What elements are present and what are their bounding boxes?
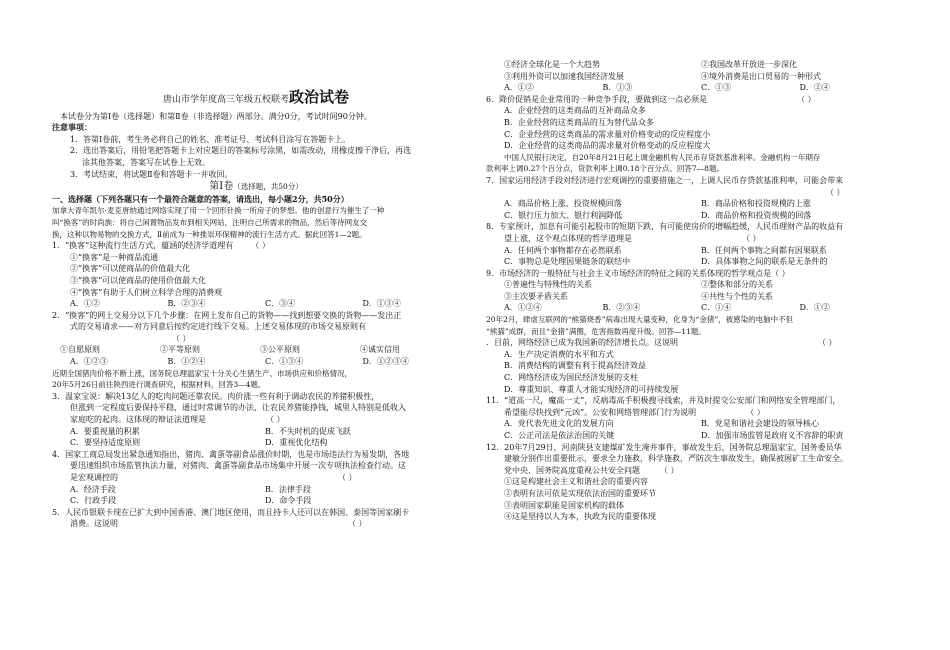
option-a: A．党代表先进文化的发展方向 [504,419,614,429]
material-line: 20年2月，肆虐互联网的“熊猫烧香”病毒出现大量变种，化身为“金猪”，被感染的电脑中不但 [486,315,794,325]
q1-item: ②“换客”可以使商品的价值最大化 [70,264,191,274]
option-b: B．①②④ [167,357,206,367]
q3-options [52,437,460,449]
answer-paren: （ ） [348,519,367,529]
left-column [52,86,460,530]
q10-stem [486,337,898,349]
option-c: C．网络经济成为国民经济发展的支柱 [504,373,639,383]
q1-stem-text: 1．“换客”这种流行生活方式，蕴涵的经济学道理有 [52,241,234,251]
q9-item: ④共性与个性的关系 [701,291,773,301]
q1-item: ④“换客”有助于人们树立科学合理的消费观 [70,287,223,297]
option-c: C．①③ [701,83,732,93]
material-line: 中国人民银行决定，自20年8月21日起上调金融机构人民币存贷款基准利率。金融机构一年期存 [504,152,821,162]
exam-title [52,88,460,107]
material-line: 20年5月26日前往陕西进行调查研究，根据材料，回答3—4题。 [52,380,266,390]
option-b: B．商品价格和投资规模的上涨 [701,199,811,209]
q10-stem-text: ．目前，网络经济已成为我国新的经济增长点。这说明 [486,338,678,348]
answer-paren: （ ） [818,338,837,348]
notes-heading: 注意事项： [52,122,92,133]
q9-item: ③主次要矛盾关系 [504,291,568,301]
q8-options [486,245,898,257]
material-line: “熊猫”成群，而且“金猪”满圈，危害指数再度升级。回答—11题。 [486,326,706,336]
q2-stem-line: 2．“换客”的网上交易分以下几个步骤：在网上发布自己的货物——找到想要交换的货物——发出正 [52,310,402,320]
q1-options [52,298,460,310]
option-a: A．商品价格上涨、投资规模回落 [504,199,622,209]
answer-paren: （ ） [266,415,285,425]
q12-item: ②表明有法可依是实现依法治国的重要环节 [504,488,656,498]
option-a: A．①②③ [70,357,108,367]
q1-item: ③“换客”可以使商品的使用价值最大化 [70,275,207,285]
answer-paren: （ ） [742,233,761,243]
q12-stem-text: 党中央、国务院高度重视公共安全问题 [504,465,640,475]
q4-stem-text: 是宏观调控的 [70,473,118,482]
q12-stem-line: 建敏分别作出重要批示，要求全力施救，科学施救，严防次生事故发生，确保被困矿工生命安全。 [504,454,848,464]
question-1-stem [52,240,460,252]
note-line: 2．选出答案后，用铅笔把答题卡上对应题目的答案标号涂黑，如需改动，用橡皮擦干净后，再选 [70,146,412,156]
option-b: B．②③④ [602,303,641,313]
q11-options [486,418,898,430]
q8-options [486,256,898,268]
option-c: C．企业经营的这类商品的需求量对价格变动的反应程度小 [504,129,711,139]
q7-options [486,198,898,210]
section-title-main: 第Ⅰ卷 [209,181,234,193]
option-a: A．企业经营的这类商品的互补商品众多 [504,106,646,116]
option-d: D．①②③④ [362,357,409,367]
q6-stem-text: 6．降价促销是企业常用的一种竞争手段，要做到这一点必须是 [486,94,708,104]
q11-stem-text: 希望能尽快找到“元凶”。公安和网络管理部门行为说明 [504,407,697,417]
option-b: B．党是和谐社会建设的领导核心 [701,419,819,429]
q5-item: ①经济全球化是一个大趋势 [504,60,600,69]
option-a: A．①② [504,83,534,93]
option-c: C．事物总是处理因果链条的联结中 [504,257,631,267]
q5-stem-line: 5．人民币银联卡现在已扩大到中国香港、澳门地区使用，而且持卡人还可以在韩国、泰国等国家刷卡 [52,507,410,517]
option-d: D．具体事物之间的联系是无条件的 [701,257,828,267]
q2-items [52,344,460,356]
material-line: 近期全国猪肉价格不断上涨，国务院总理温家宝十分关心生猪生产、市场供应和价格情况， [52,368,352,378]
option-b: B．①③ [602,83,633,93]
q4-options [52,484,460,496]
q7-stem-line: 7．国家运用经济手段对经济进行宏观调控的重要措施之一，上调人民币存贷款基准利率，可能会带来 [486,175,844,185]
q5-options [486,82,898,94]
section-title [52,181,460,193]
q3-stem-line [52,414,460,426]
option-d: D．②④ [799,83,830,93]
option-a: A．①② [70,299,100,309]
option-d: D．企业经营的这类商品的需求量对价格变动的反应程度大 [504,141,711,151]
q6-stem [486,94,898,106]
option-d: D．①③④ [362,299,401,309]
option-b: B．消费结构的调整有利于提高经济效益 [504,361,646,371]
exam-title-main: 政治试卷 [289,88,350,106]
q5-item: ②我国改革开放进一步深化 [701,60,797,69]
q5-items [486,59,898,71]
q9-items [486,279,898,291]
answer-paren: （ ） [251,241,270,251]
option-a: A．经济手段 [70,484,116,494]
option-d: D．尊重知识、尊重人才能实现经济的可持续发展 [504,384,679,394]
material-line: 换，这种以物易物的交换方式，Ⅱ前成为一种推崇环保精神的流行生活方式。据此回答1—2题。 [52,229,367,239]
option-d: D．重视优化结构 [265,438,328,448]
option-a: A．要重视量的积累 [70,426,140,436]
q11-stem-line: 11．“道高一尺，魔高一丈”，反病毒高手积极搜寻线索，并及时提交公安部门和网络安全管理部门， [486,396,841,406]
material-line: 加拿大青年凯尔·麦克唐纳通过网络实现了用一个回形针换一所房子的梦想。他的创意行为催生了一种 [52,206,385,216]
q11-stem-line [486,407,898,419]
part1-heading: 一、选择题（下列各题只有一个最符合题意的答案，请选出，每小题2分，共50分） [52,193,349,204]
q5-items [486,71,898,83]
material-line: 叫“换客”的时尚族：将自己闲置物品发布到相关网站，注明自己所需求的物品，然后等待网友交 [52,217,368,227]
answer-paren: （ ） [338,473,357,482]
q7-options [486,210,898,222]
answer-paren: （ ） [797,94,816,104]
option-b: B．法律手段 [265,484,311,494]
answer-paren: （ ） [826,187,845,197]
q8-stem-line: 8．专家预计，加息有可能引起股市的短期下跌，有可能使房价的增幅趋缓，人民币理财产品的收益有 [486,222,844,232]
note-line: 涂其他答案，答案写在试卷上无效。 [82,157,210,167]
answer-paren: （ ） [660,465,679,475]
option-d: D．加强市场监管是政府义不容辞的职责 [701,431,844,440]
material-line: 款利率上调0.27个百分点，贷款利率上调0.18个百分点。回答7—8题。 [486,164,724,174]
q3-stem-line: 但涨到一定程度后要保持平稳，通过时常调节的办法，让农民养猪能挣钱，城里人特别是低收入 [70,403,406,413]
q12-stem-line: 12．20年7月29日，河南陕县支建煤矿发生淹井事件，事故发生后，国务院总理温家宝，国务委员华 [486,442,842,452]
q2-options [52,356,460,368]
option-b: B．任何两个事物之间都有因果联系 [701,245,827,255]
q9-options [486,302,898,314]
option-d: D．商品价格和投资规模的回落 [701,210,812,220]
note-line: 1．答第Ⅰ卷前，考生务必将自己的姓名、准考证号、考试科目涂写在答题卡上。 [70,134,351,144]
option-c: C．①③④ [265,357,304,367]
q9-item: ①普遍性与特殊性的关系 [504,280,592,290]
q4-stem-line: 要迅速组织市场监管执法力量，对猪肉、禽蛋等副食品市场集中开展一次专项执法检查行动。这 [70,461,406,471]
q12-item: ①这是构建社会主义和谐社会的重要内容 [504,477,648,487]
q4-stem-line: 4．国家工商总局发出紧急通知指出，猪肉、禽蛋等副食品涨价时期，也是市场违法行为易发期，各地 [52,449,410,459]
option-c: C．要坚持适度原则 [70,438,141,448]
q11-options [486,430,898,442]
right-column [486,59,898,523]
option-d: D．①② [799,303,830,313]
section-title-note: （选择题，共50分） [233,182,303,192]
q3-stem-text: 家庭吃的起肉。这体现的辩证法道理是 [70,415,206,425]
option-a: A．①②④ [504,303,542,313]
q5-item: ③利用外资可以加速我国经济发展 [504,71,624,81]
option-b: B．②③④ [167,299,206,309]
q5-stem-text: 消费。这说明 [70,519,118,529]
answer-paren: （ ） [746,407,765,417]
option-c: C．行政手段 [70,496,117,506]
q12-stem-line [486,465,898,477]
q5-stem-line [52,518,460,530]
q2-item: ①自愿原则 [60,345,100,355]
q2-item: ④诚实信用 [360,345,400,355]
option-a: A．任何两个事物都存在必然联系 [504,245,622,255]
option-c: C．公正司法是依法治国的关键 [504,431,615,440]
q9-item: ②整体和部分的关系 [701,280,773,290]
q8-stem-line [486,233,898,245]
q2-item: ③公平原则 [260,345,300,355]
q4-options [52,495,460,507]
option-a: A．生产决定消费的水平和方式 [504,349,614,359]
option-d: D．命令手段 [265,496,312,506]
q9-items [486,291,898,303]
q1-item: ①“换客”是一种商品流通 [70,252,159,262]
option-c: C．③④ [265,299,296,309]
q3-stem-line: 3．温家宝说：解决13亿人的吃肉问题还靠农民。肉价涨一些有利于调动农民的养猪积极性， [52,391,380,401]
q9-stem: 9．市场经济的一般特征与社会主义市场经济的特征之间的关系体现的哲学观点是（ ） [486,268,790,278]
q12-item: ④这是坚持以人为本，执政为民的重要体现 [504,512,656,522]
option-c: C．银行压力加大、银行利润降低 [504,210,623,220]
q8-stem-text: 望上涨，这个观点体现的哲学道理是 [504,233,632,243]
note-line: 3．考试结束，将试题Ⅱ卷和答题卡一并收回。 [70,169,233,179]
intro-text: 本试卷分为第Ⅰ卷（选择题）和第Ⅱ卷（非选择题）两部分。满分0分，考试时间90分钟。 [60,111,372,121]
q12-item: ③表明国家职能是国家机构的载体 [504,500,624,510]
option-c: C．①④ [701,303,732,313]
option-b: B．企业经营的这类商品的互为替代品众多 [504,117,654,127]
q2-item: ②平等原则 [160,345,200,355]
q3-options [52,426,460,438]
q2-stem-line: 式的交易请求——对方同意后按约定进行线下交易。上述交易体现的市场交易原则有 [70,322,366,332]
q5-item: ④境外消费是出口贸易的一种形式 [701,71,821,81]
q4-stem-line [52,472,460,484]
exam-title-prefix: 唐山市学年度高三年级五校联考 [162,95,289,105]
answer-paren: （ ） [172,333,191,343]
option-b: B．不失时机的促成飞跃 [265,426,351,436]
